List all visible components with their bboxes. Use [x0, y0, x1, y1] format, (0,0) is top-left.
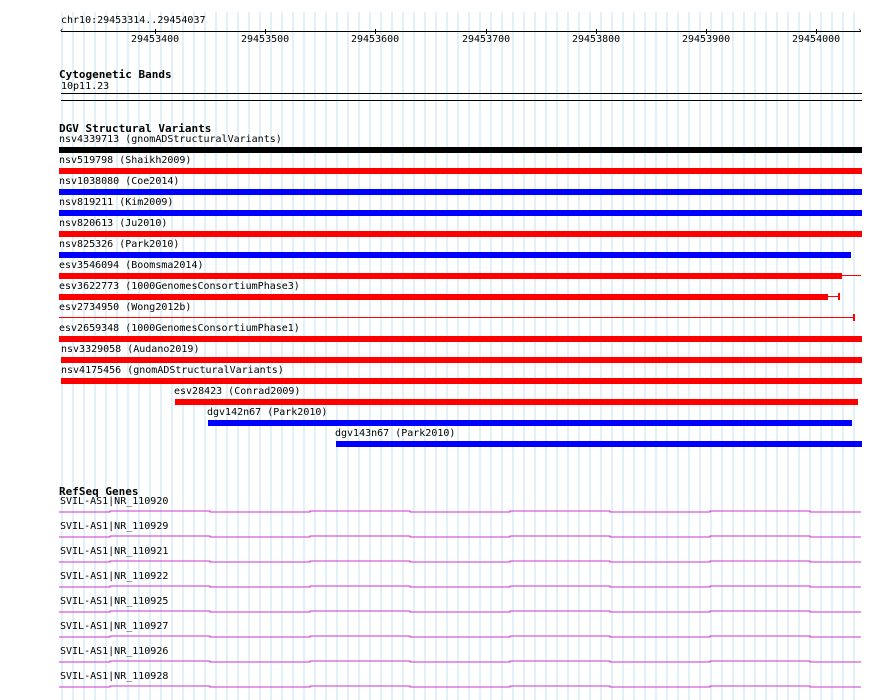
ruler-tick-label: 29453800	[572, 34, 621, 45]
dgv-variant-bar[interactable]	[59, 231, 862, 237]
dgv-variant-label[interactable]: dgv143n67 (Park2010)	[335, 428, 456, 439]
refseq-intron-line	[59, 686, 861, 687]
refseq-gene-label[interactable]: SVIL-AS1|NR_110922	[60, 571, 169, 582]
refseq-gene-label[interactable]: SVIL-AS1|NR_110920	[60, 496, 169, 507]
refseq-intron-line	[59, 636, 861, 637]
ruler-tick-label: 29453500	[241, 34, 290, 45]
refseq-gene-label[interactable]: SVIL-AS1|NR_110925	[60, 596, 169, 607]
refseq-gene-model[interactable]	[0, 659, 890, 671]
dgv-variant-bar[interactable]	[59, 189, 862, 195]
dgv-title: DGV Structural Variants	[59, 122, 212, 135]
ruler-tick-label: 29453900	[682, 34, 731, 45]
refseq-intron-line	[59, 661, 861, 662]
dgv-variant-label[interactable]: nsv519798 (Shaikh2009)	[59, 155, 192, 166]
dgv-variant-bar[interactable]	[59, 252, 851, 258]
ruler-title: chr10:29453314..29454037	[61, 15, 206, 26]
dgv-variant-label[interactable]: nsv4175456 (gnomADStructuralVariants)	[61, 365, 284, 376]
refseq-gene-model[interactable]	[0, 609, 890, 621]
refseq-intron-line	[59, 586, 861, 587]
dgv-variant-bar[interactable]	[61, 378, 862, 384]
dgv-variant-bar[interactable]	[59, 336, 862, 342]
dgv-variant-end-cap	[838, 293, 840, 300]
dgv-variant-bar[interactable]	[59, 273, 842, 279]
dgv-variant-bar[interactable]	[61, 357, 862, 363]
refseq-gene-model[interactable]	[0, 534, 890, 546]
cytoband-band-top	[61, 93, 862, 94]
refseq-gene-model[interactable]	[0, 584, 890, 596]
dgv-variant-whisker	[828, 296, 838, 297]
dgv-variant-bar[interactable]	[208, 420, 852, 426]
dgv-variant-label[interactable]: nsv825326 (Park2010)	[59, 239, 180, 250]
cytoband-band-bottom	[61, 100, 862, 101]
refseq-gene-label[interactable]: SVIL-AS1|NR_110929	[60, 521, 169, 532]
dgv-variant-bar[interactable]	[59, 168, 862, 174]
refseq-intron-line	[59, 511, 861, 512]
cytoband-label[interactable]: 10p11.23	[61, 81, 110, 92]
ruler-tick-label: 29453600	[351, 34, 400, 45]
dgv-variant-label[interactable]: esv2659348 (1000GenomesConsortiumPhase1)	[59, 323, 300, 334]
dgv-variant-label[interactable]: nsv819211 (Kim2009)	[59, 197, 174, 208]
refseq-intron-line	[59, 611, 861, 612]
dgv-variant-label[interactable]: esv3546094 (Boomsma2014)	[59, 260, 204, 271]
ruler-tick-label: 29453400	[131, 34, 180, 45]
dgv-variant-label[interactable]: nsv1038080 (Coe2014)	[59, 176, 180, 187]
dgv-variant-label[interactable]: esv28423 (Conrad2009)	[174, 386, 301, 397]
dgv-variant-label[interactable]: esv3622773 (1000GenomesConsortiumPhase3)	[59, 281, 300, 292]
refseq-title: RefSeq Genes	[59, 485, 139, 498]
dgv-variant-bar[interactable]	[59, 147, 862, 153]
refseq-intron-line	[59, 561, 861, 562]
dgv-variant-bar[interactable]	[175, 399, 858, 405]
dgv-variant-label[interactable]: nsv3329058 (Audano2019)	[61, 344, 200, 355]
dgv-variant-line[interactable]	[59, 317, 853, 318]
refseq-gene-label[interactable]: SVIL-AS1|NR_110927	[60, 621, 169, 632]
dgv-variant-bar[interactable]	[336, 441, 862, 447]
refseq-gene-label[interactable]: SVIL-AS1|NR_110921	[60, 546, 169, 557]
dgv-variant-bar[interactable]	[59, 294, 828, 300]
dgv-variant-label[interactable]: esv2734950 (Wong2012b)	[59, 302, 192, 313]
refseq-gene-label[interactable]: SVIL-AS1|NR_110928	[60, 671, 169, 682]
ruler-axis	[61, 31, 861, 32]
dgv-variant-end-cap	[853, 314, 855, 321]
ruler-tick-label: 29453700	[462, 34, 511, 45]
cytoband-title: Cytogenetic Bands	[59, 68, 172, 81]
refseq-gene-model[interactable]	[0, 634, 890, 646]
refseq-gene-model[interactable]	[0, 559, 890, 571]
dgv-variant-label[interactable]: nsv4339713 (gnomADStructuralVariants)	[59, 134, 282, 145]
dgv-variant-bar[interactable]	[59, 210, 862, 216]
ruler-left-arrow-icon: ‹	[59, 26, 65, 36]
dgv-variant-label[interactable]: nsv820613 (Ju2010)	[59, 218, 168, 229]
refseq-intron-line	[59, 536, 861, 537]
ruler-tick-label: 29454000	[792, 34, 841, 45]
dgv-variant-label[interactable]: dgv142n67 (Park2010)	[207, 407, 328, 418]
ruler-right-arrow-icon: ›	[857, 26, 863, 36]
refseq-gene-model[interactable]	[0, 509, 890, 521]
dgv-variant-whisker	[842, 275, 861, 276]
refseq-gene-label[interactable]: SVIL-AS1|NR_110926	[60, 646, 169, 657]
refseq-gene-model[interactable]	[0, 684, 890, 696]
